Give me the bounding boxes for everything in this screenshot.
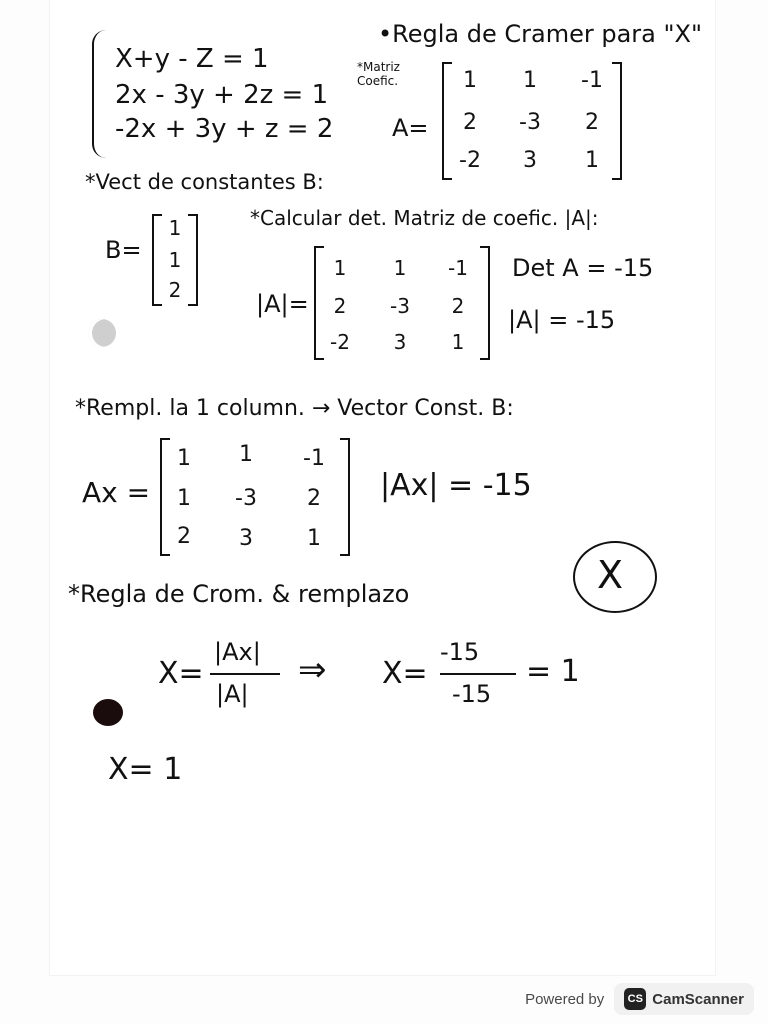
replace-heading: *Rempl. la 1 column. → Vector Const. B: — [75, 396, 514, 421]
matrix-a-label: A= — [392, 114, 429, 142]
formula-numerator: |Ax| — [214, 638, 261, 666]
camscanner-brand: CamScanner — [652, 990, 744, 1008]
vector-b-cell: 2 — [168, 278, 182, 302]
system-brace — [92, 30, 108, 158]
formula-denominator: |A| — [216, 680, 249, 708]
matrix-a-cell: 2 — [463, 110, 477, 135]
final-answer: X= 1 — [108, 752, 183, 787]
matrix-a-cell: 1 — [523, 68, 537, 93]
matrix-a-cell: -1 — [581, 68, 603, 93]
det-a-cell: 1 — [451, 330, 465, 354]
fraction-line-2 — [440, 673, 516, 675]
matrix-ax-cell: 1 — [177, 486, 191, 511]
matrix-ax-cell: -3 — [235, 486, 257, 511]
det-a-cell: 2 — [451, 294, 465, 318]
det-heading: *Calcular det. Matriz de coefic. |A|: — [250, 206, 599, 230]
det-a-cell: 3 — [393, 330, 407, 354]
vector-heading: *Vect de constantes B: — [85, 170, 324, 194]
vector-b-cell: 1 — [168, 248, 182, 272]
fraction-line — [210, 673, 280, 675]
camscanner-badge — [614, 983, 754, 1015]
matrix-ax-cell: 2 — [307, 486, 321, 511]
circled-x-label: X — [597, 553, 624, 597]
det-a-cell: -3 — [390, 294, 410, 318]
det-a-matrix — [314, 246, 490, 360]
vector-b-cell: 1 — [168, 216, 182, 240]
matrix-ax — [160, 438, 350, 556]
matrix-ax-cell: 1 — [177, 446, 191, 471]
powered-by-text: Powered by — [525, 990, 605, 1008]
scanner-watermark — [525, 983, 754, 1015]
matrix-ax-label: Ax = — [82, 476, 151, 509]
vector-b-label: B= — [105, 236, 142, 264]
equation-2: 2x - 3y + 2z = 1 — [115, 80, 329, 110]
det-a-label: |A|= — [256, 290, 309, 318]
det-a-result: |A| = -15 — [508, 306, 616, 334]
equation-3: -2x + 3y + z = 2 — [115, 114, 334, 144]
matrix-ax-cell: 1 — [239, 442, 253, 467]
matrix-ax-cell: 3 — [239, 526, 253, 551]
matrix-a — [442, 62, 622, 180]
formula-numerator-2: -15 — [440, 638, 480, 666]
vector-b — [152, 214, 198, 306]
det-a-cell: 2 — [333, 294, 347, 318]
matrix-a-cell: 2 — [585, 110, 599, 135]
formula-lhs: X= — [158, 656, 204, 691]
punch-hole-mark — [88, 319, 116, 347]
matrix-a-cell: 3 — [523, 148, 537, 173]
formula-denominator-2: -15 — [452, 680, 492, 708]
det-a-cell: -1 — [448, 256, 468, 280]
det-ax-value: |Ax| = -15 — [380, 468, 532, 503]
camscanner-logo-icon: CS — [624, 988, 646, 1010]
formula-result: = 1 — [526, 654, 580, 689]
det-a-cell: -2 — [330, 330, 350, 354]
matrix-ax-cell: 1 — [307, 526, 321, 551]
matrix-a-cell: -3 — [519, 110, 541, 135]
matrix-a-cell: -2 — [459, 148, 481, 173]
matrix-a-cell: 1 — [585, 148, 599, 173]
page-title: •Regla de Cramer para "X" — [378, 20, 703, 48]
det-a-cell: 1 — [393, 256, 407, 280]
rule-heading: *Regla de Crom. & remplazo — [68, 580, 410, 608]
matrix-ax-cell: -1 — [303, 446, 325, 471]
matrix-a-cell: 1 — [463, 68, 477, 93]
det-a-cell: 1 — [333, 256, 347, 280]
equation-1: X+y - Z = 1 — [115, 44, 269, 74]
det-a-value: Det A = -15 — [512, 254, 654, 282]
formula-lhs-2: X= — [382, 656, 428, 691]
implies-arrow: ⇒ — [298, 650, 327, 690]
ink-dot — [93, 699, 123, 726]
circled-answer-mark — [573, 541, 657, 613]
matrix-ax-cell: 2 — [177, 524, 191, 549]
coef-note: *Matriz Coefic. — [357, 60, 400, 88]
